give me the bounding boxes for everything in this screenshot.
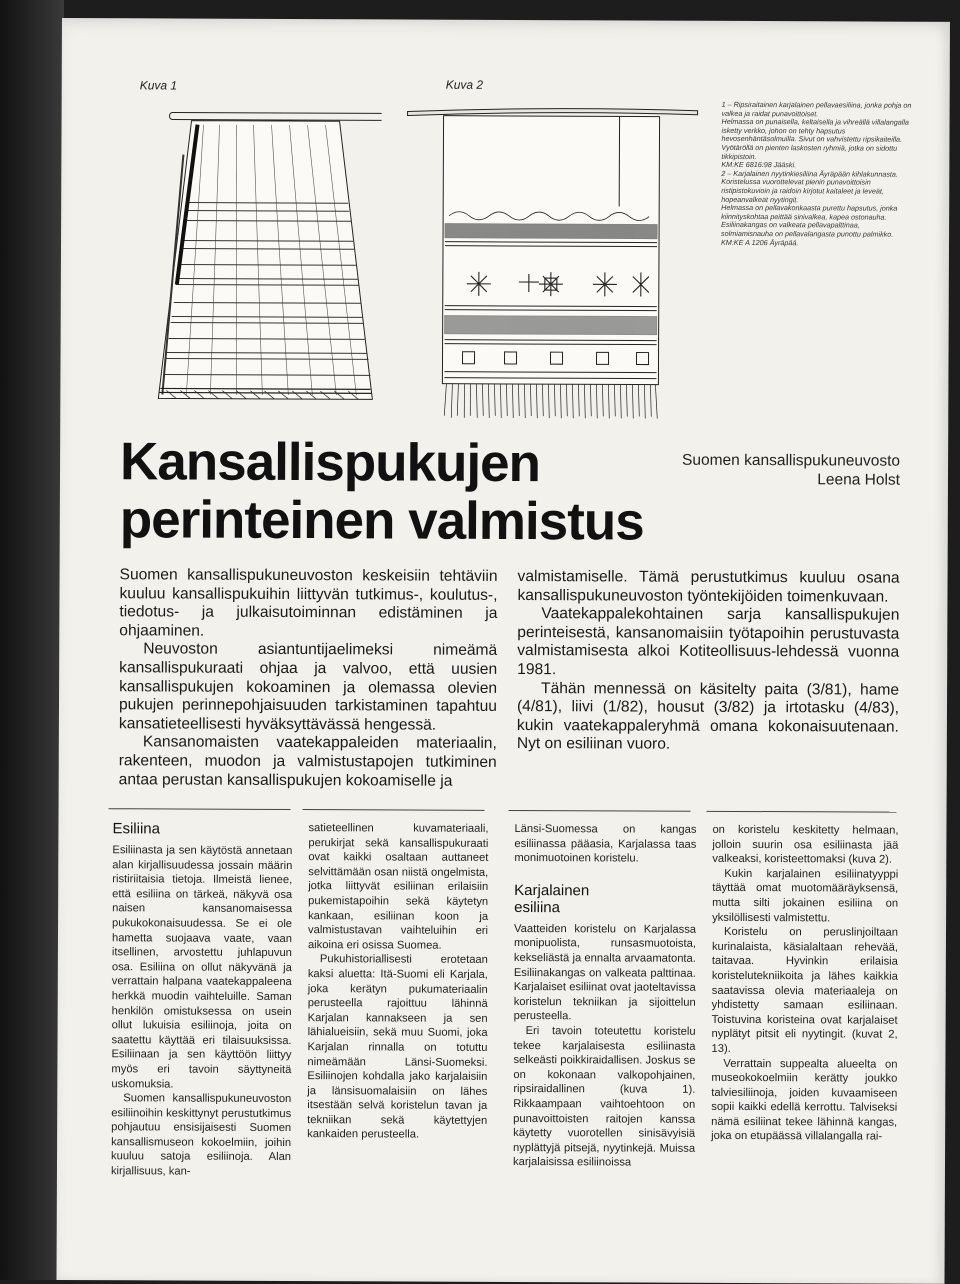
intro-paragraph: Tähän mennessä on käsitelty paita (3/81), hame (4/81), liivi (1/82), housut (3/82) ja irtotasku (4/83), kukin vaatekappaleryhmä omana kokonaisuutenaan. Nyt on esiliinan vuoro.: [516, 679, 900, 754]
caption-line: 2 – Karjalainen nyytinkiesiliina Äyräpään kihlakunnasta. Koristelussa vuorottelevat pienin punavoittoisin ristipistokuvioin ja raidoin kirjotut kaitaleet ja leveät, hopeanvalkeat nyytingit.: [721, 168, 898, 204]
body-column-1: [111, 820, 293, 1179]
intro-right-column: [517, 568, 900, 756]
column-rule: [707, 811, 897, 813]
body-column-4: [711, 823, 898, 1145]
body-paragraph: Kukin karjalainen esiliinatyyppi täyttää omat muotomääräyksensä, mutta silti jokainen esiliina on yksilöllisesti valmistettu.: [712, 867, 899, 924]
body-paragraph: Verrattain suppealta alueelta on museokokoelmiin kerätty joukko talviesiliinoja, joiden kuvaamiseen sopii kaikki edellä kerrottu. Talviseksi nämä esiliinat tekee lähinnä kangas, joka on etupäässä villalangalla rai-: [711, 1057, 898, 1144]
body-column-2: [307, 821, 488, 1143]
caption-line: 1 – Ripsiraitainen karjalainen pellavaesiliina, jonka pohja on valkea ja raidat punavoittoiset.: [721, 99, 912, 118]
author-name: Leena Holst: [817, 471, 901, 489]
title-line-1: Kansallispukujen: [119, 432, 541, 494]
body-column-3: [513, 822, 697, 1171]
column-rule: [109, 808, 291, 810]
heading-line: Karjalainen: [514, 881, 590, 900]
figure-captions: [721, 101, 912, 248]
magazine-page: [56, 18, 949, 1284]
intro-paragraph: valmistamiselle. Tämä perustutkimus kuuluu osana kansallispukuneuvoston työntekijöiden toimenkuvaan.: [517, 567, 900, 606]
body-paragraph: Eri tavoin toteutettu koristelu tekee karjalaisesta esiliinasta selkeästi poikkiraidallisen. Joskus se on kokonaan valkopohjainen, ripsiraidallinen (kuva 1). Rikkaampaan vaihtoehtoon on punavoittoisten raitojen kanssa käytetty vuorotellen sinisävyisiä nyplättyjä pitsejä, nyytinkejä. Muissa karjalaisissa esiliinoissa: [512, 1024, 696, 1169]
article-title: [120, 433, 644, 551]
caption-line: KM:KE A 1206 Äyräpää.: [721, 237, 799, 247]
section-heading-karjalainen-esiliina: [514, 882, 696, 917]
body-paragraph: Pukuhistoriallisesti erotetaan kaksi aluetta: Itä-Suomi eli Karjala, joka kerätyn pukumateriaalin perusteella rajoittuu lähinnä Karjalan kannakseen ja sen lähialueisiin, sekä muu Suomi, joka Karjalan rinnalla on totuttu nimeämään Länsi-Suomeksi. Esiliinojen kohdalla jako karjalaisiin ja länsisuomalaisiin on lähes itsestään selvä koristelun tavan ja tekniikan sekä käytettyjen kankaiden perusteella.: [307, 953, 488, 1142]
body-paragraph: Koristelu on peruslinjoiltaan kurinalaista, käsialaltaan rehevää, taitavaa. Hyvinkin erilaisia koristelutekniikoita ja lähes kaikkia saatavissa olevia materiaaleja on yhdistetty samaan esiliinaan. Toistuvina koristeina ovat karjalaiset nyplätyt pitsit eli nyytingit. (kuvat 2, 13).: [711, 926, 899, 1055]
figure-2-apron-illustration: [400, 95, 711, 426]
caption-line: Vyötäröllä on pienten laskosten ryhmiä, jotka on sidottu tikkipistoin.: [721, 142, 898, 161]
author-organization: Suomen kansallispukuneuvosto: [682, 451, 901, 470]
intro-paragraph: Neuvoston asiantuntijaelimeksi nimeämä kansallispukuraati ohjaa ja valvoo, että uusien kansallispukujen kokoaminen ja olemassa olevien pukujen perinnepohjaisuuden tarkistaminen tapahtuu kansatieteellisesti hyväksyttävässä hengessä.: [118, 640, 498, 734]
caption-line: Helmassa on pellavakonkaasta purettu hapsutus, jonka kiinnityskohtaa peittää sinivalkea, kapea ostonauha.: [721, 203, 898, 222]
caption-line: KM:KE 6816:98 Jääski.: [721, 160, 797, 170]
body-paragraph: on koristelu keskitetty helmaan, jolloin suurin osa esiliinasta jää valkeaksi, koristeettomaksi (kuva 2).: [712, 823, 899, 866]
intro-paragraph: Suomen kansallispukuneuvoston keskeisiin tehtäviin kuuluu kansallispukuihin liittyvän tutkimus-, koulutus-, tiedotus- ja julkaisutoiminnan edistäminen ja ohjaaminen.: [119, 566, 498, 640]
intro-paragraph: Vaatekappalekohtainen sarja kansallispukujen perinteisestä, kansanomaisiin työtapoihin perustuvasta valmistamisesta alkoi Kotiteollisuus-lehdessä vuonna 1981.: [517, 605, 900, 679]
body-paragraph: Suomen kansallispukuneuvoston esiliinoihin keskittynyt perustutkimus pohjautuu ensisijaisesti Suomen kansallismuseon kokoelmiin, joihin kuuluu satoja esiliinoja. Alan kirjallisuus, kan-: [110, 1092, 292, 1178]
background-edge: [0, 0, 64, 1280]
heading-line: esiliina: [514, 898, 561, 916]
column-rule: [303, 809, 485, 811]
caption-line: Helmassa on punaisella, keltaisella ja vihreällä villalangalla isketty verkko, johon on tehty hapsutus hevosenhäntäsolmuilla. Sivut on vahvistettu ripsikaiteilla.: [721, 117, 909, 145]
caption-line: Esiliinakangas on valkeata pellavapalttinaa, solmiamisnauha on pellavalangasta punottu palmikko.: [721, 220, 894, 239]
figure-1-apron-illustration: [140, 94, 381, 425]
title-line-2: perinteinen valmistus: [119, 490, 644, 552]
body-paragraph: Esiliinasta ja sen käytöstä annetaan alan kirjallisuudessa jossain määrin ristiriitaisia tietoja. Ilmeistä lienee, että esiliina on tärkeä, näkyvä osa naisen kansanomaisessa pukukokonaisuudessa. Se ei ole hametta suojaava vaate, vaan itsellinen, arvostettu juhlapuvun osa. Esiliina on ollut näkyvänä ja verrattain halpana vaatekappaleena herkkä muodin vaihteluille. Saman henkilön omistuksessa on usein ollut lukuisia esiliinoja, joita on saatettu käyttää eri tilaisuuksissa. Esiliinaan ja sen käyttöön liittyy myös eri tavoin säyttyneitä uskomuksia.: [111, 844, 293, 1090]
figure-1-label: Kuva 1: [139, 78, 178, 93]
body-paragraph: satieteellinen kuvamateriaali, perukirjat sekä kansallispukuraati ovat kaikki osaltaan auttaneet selvittämään osan niistä ongelmista, jotka liittyvät esiliinan erilaisiin pukemistapoihin sekä käytetyn kankaan, esiliinan koon ja valmistustavan vaihteluihin eri aikoina eri osissa Suomea.: [307, 822, 489, 952]
section-heading-esiliina: Esiliina: [112, 820, 161, 838]
intro-paragraph: Kansanomaisten vaatekappaleiden materiaalin, rakenteen, muodon ja valmistustapojen tutkiminen antaa perustan kansallispukujen kokoamiselle ja: [118, 733, 497, 790]
byline: [682, 451, 900, 490]
body-paragraph: Vaatteiden koristelu on Karjalassa monipuolista, runsasmuotoista, kekseliästä ja ennalta arvaamatonta. Esiliinakangas on valkeata palttinaa. Karjalaiset esiliinat ovat jaoteltavissa koristelun tekniikan ja sijoittelun perusteella.: [513, 922, 697, 1023]
intro-left-column: [119, 566, 498, 791]
body-paragraph: Länsi-Suomessa on kangas esiliinassa pääasia, Karjalassa taas monimuotoinen koristelu.: [514, 822, 697, 865]
figure-2-label: Kuva 2: [445, 77, 484, 92]
column-rule: [509, 810, 691, 812]
